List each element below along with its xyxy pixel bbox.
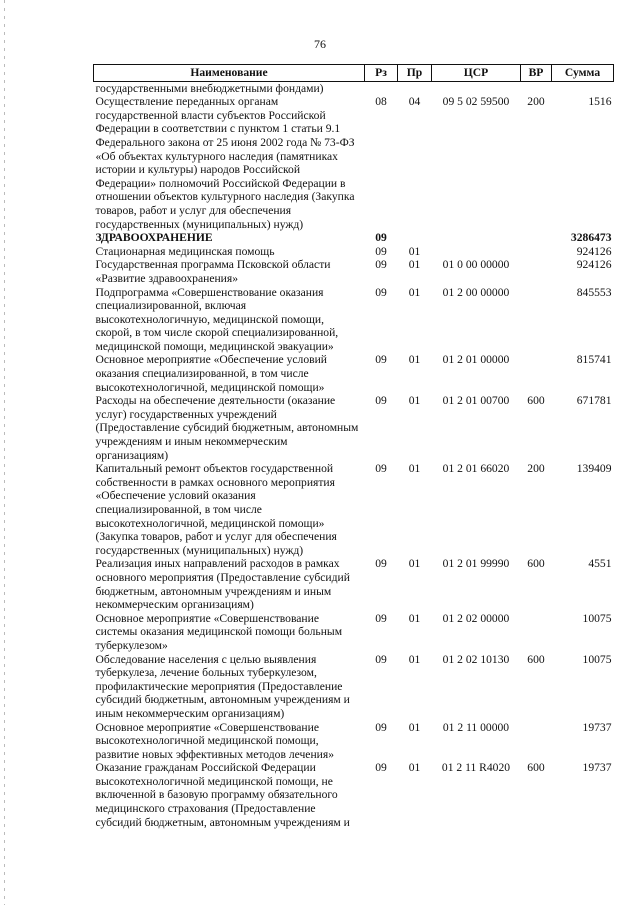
table-row (94, 245, 614, 259)
cell-rz: 08 (375, 95, 387, 109)
cell-vr: 600 (527, 394, 545, 408)
cell-pr: 01 (408, 462, 421, 476)
cell-vr: 600 (527, 652, 545, 666)
table-row (94, 258, 614, 285)
cell-pr: 01 (408, 720, 421, 734)
cell-sum: 3286473 (570, 231, 612, 245)
cell-csr: 01 0 00 00000 (442, 258, 510, 272)
cell-csr: 01 2 02 10130 (442, 652, 510, 666)
header-sum: Сумма (552, 65, 614, 82)
cell-pr: 01 (408, 244, 421, 258)
cell-csr: 01 2 01 00000 (442, 353, 510, 367)
cell-vr (521, 245, 552, 259)
cell-csr: 01 2 02 00000 (442, 611, 510, 625)
cell-name: Государственная программа Псковской области «Развитие здравоохранения» (95, 258, 331, 285)
cell-name: Основное мероприятие «Совершенствование системы оказания медицинской помощи больным туберкулезом» (95, 611, 343, 652)
cell-vr (521, 258, 552, 285)
header-vr: ВР (521, 65, 552, 82)
cell-vr (521, 81, 552, 95)
table-body (94, 81, 614, 829)
cell-name: Основное мероприятие «Обеспечение условий оказания специализированной, в том числе высокотехнологичной, медицинской помощи» (95, 353, 328, 394)
cell-pr: 01 (408, 353, 421, 367)
cell-name: Реализация иных направлений расходов в рамках основного мероприятия (Предоставление субсидий бюджетным, автономным учреждениям и иным некоммерческим организациям) (95, 557, 350, 612)
cell-vr (521, 286, 552, 354)
table-row (94, 286, 614, 354)
table-row (94, 394, 614, 462)
cell-csr: 01 2 01 00700 (442, 394, 510, 408)
cell-rz (365, 81, 398, 95)
cell-csr: 01 2 00 00000 (442, 285, 510, 299)
cell-name: Оказание гражданам Российской Федерации высокотехнологичной медицинской помощи, не включенной в базовую программу обязательного медицинского страхования (Предоставление субсидий бюджетным, автономным учреждениям и (95, 761, 350, 829)
table-row (94, 81, 614, 95)
cell-name: Осуществление переданных органам государственной власти субъектов Российской Федерации в соответствии с пунктом 1 статьи 9.1 Федерального закона от 25 июня 2002 года № 73-ФЗ «Об объектах культурного наследия (памятниках истории и культуры) народов Российской Федерации» полномочий Российской Федерации в отношении объектов культурного наследия (Закупка товаров, работ и услуг для обеспечения государственных (муниципальных) нужд) (95, 95, 355, 231)
cell-pr: 01 (408, 285, 421, 299)
table-row (94, 462, 614, 557)
cell-rz: 09 (375, 761, 387, 775)
budget-table (93, 64, 614, 829)
cell-rz: 09 (375, 652, 387, 666)
cell-sum: 4551 (588, 557, 612, 571)
cell-csr: 01 2 01 99990 (442, 557, 510, 571)
scan-edge-artifact (4, 0, 5, 905)
cell-csr: 01 2 11 00000 (442, 720, 510, 734)
cell-csr (432, 245, 521, 259)
cell-vr: 200 (527, 462, 545, 476)
cell-vr: 200 (527, 95, 545, 109)
cell-pr: 01 (408, 611, 421, 625)
cell-sum: 924126 (576, 258, 612, 272)
cell-csr (432, 81, 521, 95)
table-header-row (94, 65, 614, 82)
cell-sum: 19737 (582, 720, 612, 734)
header-rz: Рз (365, 65, 398, 82)
cell-pr: 01 (408, 557, 421, 571)
cell-csr: 01 2 11 R4020 (441, 761, 511, 775)
cell-rz: 09 (375, 231, 387, 245)
cell-sum: 671781 (576, 394, 612, 408)
table-row (94, 612, 614, 653)
cell-vr (521, 231, 552, 245)
cell-rz: 09 (375, 353, 387, 367)
header-name: Наименование (94, 65, 365, 82)
cell-name: Капитальный ремонт объектов государственной собственности в рамках основного мероприятия «Обеспечение условий оказания специализированной, в том числе высокотехнологичной, медицинской помощи» (Закупка товаров, работ и услуг для обеспечения государственных (муниципальных) нужд) (95, 462, 337, 557)
cell-sum: 815741 (576, 353, 612, 367)
page-number: 76 (314, 37, 326, 51)
cell-rz: 09 (375, 258, 387, 272)
cell-vr (521, 721, 552, 762)
cell-rz: 09 (375, 462, 387, 476)
cell-sum: 139409 (576, 462, 612, 476)
cell-rz: 09 (375, 557, 387, 571)
cell-pr: 01 (408, 652, 421, 666)
cell-csr: 01 2 01 66020 (442, 462, 510, 476)
cell-pr (398, 81, 432, 95)
cell-pr: 01 (408, 761, 421, 775)
cell-rz: 09 (375, 244, 387, 258)
table-row (94, 353, 614, 394)
cell-name: государственными внебюджетными фондами) (95, 81, 324, 95)
table-row (94, 95, 614, 231)
cell-name: Обследование населения с целью выявления туберкулеза, лечение больных туберкулезом, профилактические мероприятия (Предоставление субсидий бюджетным, автономным учреждениям и иным некоммерческим организациям) (95, 652, 350, 720)
cell-pr: 04 (408, 95, 421, 109)
table-row (94, 231, 614, 245)
cell-csr (432, 231, 521, 245)
cell-pr (398, 231, 432, 245)
cell-sum: 924126 (576, 244, 612, 258)
cell-sum: 10075 (582, 611, 612, 625)
cell-sum: 845553 (576, 285, 612, 299)
cell-name: Расходы на обеспечение деятельности (оказание услуг) государственных учреждений (Предоставление субсидий бюджетным, автономным учреждениям и иным некоммерческим организациям) (95, 394, 359, 462)
cell-sum (552, 81, 614, 95)
header-pr: Пр (398, 65, 432, 82)
cell-name: Стационарная медицинская помощь (95, 244, 275, 258)
cell-pr: 01 (408, 258, 421, 272)
cell-vr (521, 353, 552, 394)
cell-rz: 09 (375, 611, 387, 625)
cell-sum: 19737 (582, 761, 612, 775)
cell-sum: 10075 (582, 652, 612, 666)
cell-rz: 09 (375, 720, 387, 734)
cell-vr: 600 (527, 557, 545, 571)
cell-name: Подпрограмма «Совершенствование оказания специализированной, включая высокотехнологичную, медицинской помощи, скорой, в том числе скорой специализированной, медицинской помощи, медицинской эвакуации» (95, 285, 339, 353)
table-row (94, 721, 614, 762)
cell-pr: 01 (408, 394, 421, 408)
cell-sum: 1516 (588, 95, 612, 109)
table-row (94, 653, 614, 721)
cell-vr: 600 (527, 761, 545, 775)
table-row (94, 557, 614, 611)
cell-name: Основное мероприятие «Совершенствование высокотехнологичной медицинской помощи, развитие новых эффективных методов лечения» (95, 720, 334, 761)
cell-rz: 09 (375, 394, 387, 408)
header-csr: ЦСР (432, 65, 521, 82)
cell-csr: 09 5 02 59500 (442, 95, 510, 109)
cell-name: ЗДРАВООХРАНЕНИЕ (95, 231, 213, 245)
table-row (94, 761, 614, 829)
cell-rz: 09 (375, 285, 387, 299)
cell-vr (521, 612, 552, 653)
